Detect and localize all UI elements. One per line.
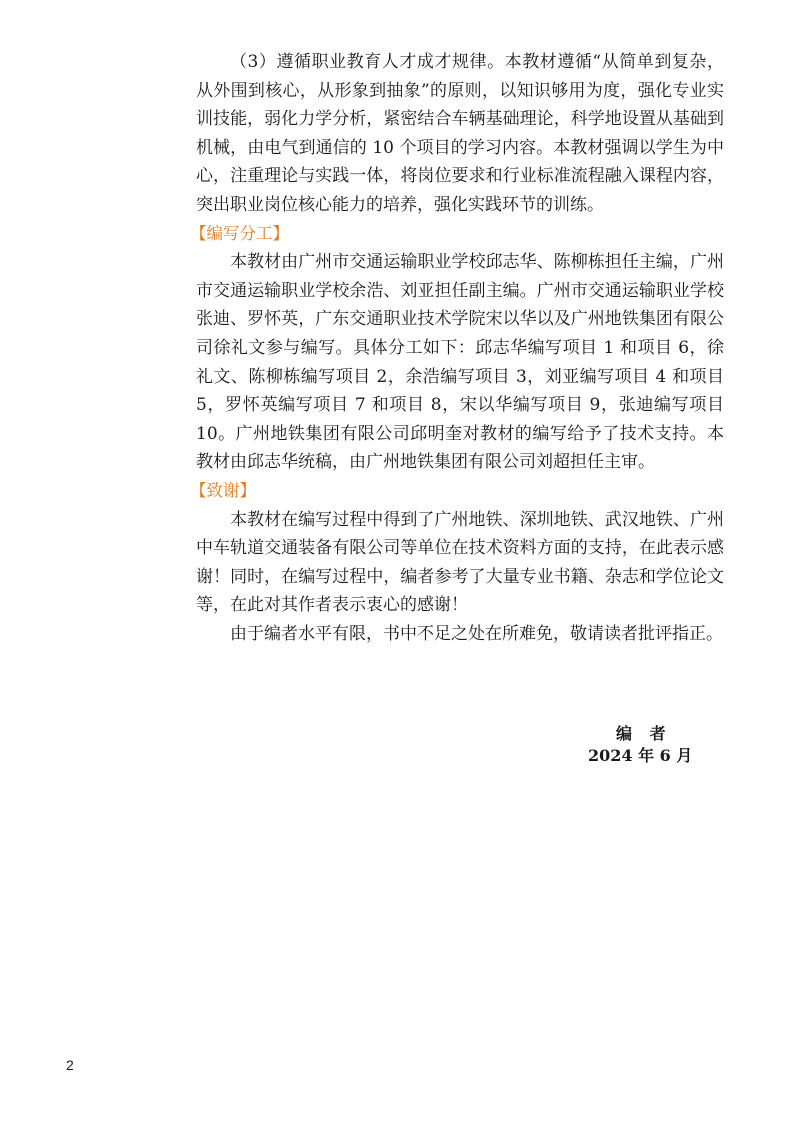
section-heading-acknowledgements: 【致谢】 [190, 480, 256, 500]
page-number: 2 [66, 1057, 74, 1073]
paragraph-author-division: 本教材由广州市交通运输职业学校邱志华、陈柳栋担任主编，广州市交通运输职业学校余浩、刘亚担任副主编。广州市交通运输职业学校张迪、罗怀英，广东交通职业技术学院宋以华以及广州地铁集团有限公司徐礼文参与编写。具体分工如下：邱志华编写项目 1 和项目 6，徐礼文、陈柳栋编写项目 2，余浩编写项目 3，刘亚编写项目 4 和项目 5，罗怀英编写项目 7 和项目 8，宋以华编写项目 9，张迪编写项目 10。广州地铁集团有限公司邱明奎对教材的编写给予了技术支持。本教材由邱志华统稿，由广州地铁集团有限公司刘超担任主审。 [196, 252, 724, 473]
preface-body [190, 48, 724, 765]
signature-editors: 编 者 [616, 724, 667, 743]
signature-date: 2024 年 6 月 [588, 746, 693, 765]
paragraph-limitations: 由于编者水平有限，书中不足之处在所难免，敬请读者批评指正。 [230, 623, 723, 644]
paragraph-teaching-principle: （3）遵循职业教育人才成才规律。本教材遵循“从简单到复杂，从外围到核心，从形象到抽象”的原则，以知识够用为度，强化专业实训技能，弱化力学分析，紧密结合车辆基础理论，科学地设置从基础到机械，由电气到通信的 10 个项目的学习内容。本教材强调以学生为中心，注重理论与实践一体，将岗位要求和行业标准流程融入课程内容，突出职业岗位核心能力的培养，强化实践环节的训练。 [196, 52, 724, 215]
section-heading-authors: 【编写分工】 [190, 223, 289, 243]
paragraph-acknowledgements: 本教材在编写过程中得到了广州地铁、深圳地铁、武汉地铁、广州中车轨道交通装备有限公司等单位在技术资料方面的支持，在此表示感谢！同时，在编写过程中，编者参考了大量专业书籍、杂志和学位论文等，在此对其作者表示衷心的感谢！ [196, 509, 724, 616]
